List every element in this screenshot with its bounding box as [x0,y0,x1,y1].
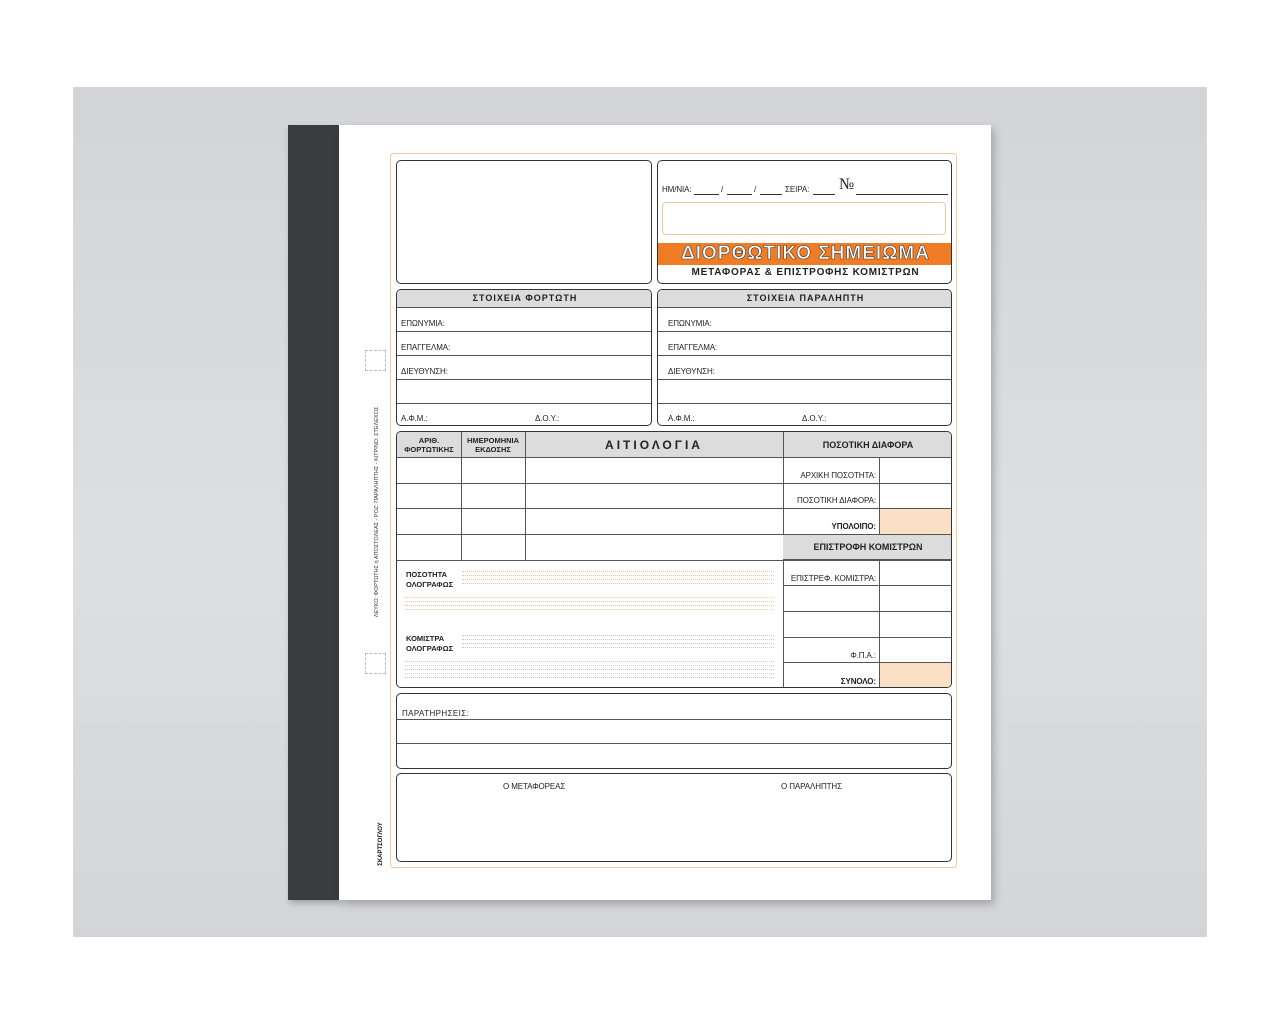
fares-line-1 [783,585,952,586]
series-line[interactable] [813,194,835,195]
qty-in-words-field-2[interactable] [405,595,774,613]
remarks-line-1 [397,719,952,720]
row-line-3 [397,534,783,535]
qty-in-words-field[interactable] [462,569,774,589]
qty-dot-2 [462,575,774,576]
series-label: ΣΕΙΡΑ: [785,185,810,194]
returned-fares-label: ΕΠΙΣΤΡΕΦ. ΚΟΜΙΣΤΡΑ: [790,574,876,583]
qty-in-words-line2: ΟΛΟΓΡΑΦΩΣ [406,580,454,589]
receiver-line-1 [658,331,952,332]
shipper-vat-label: Α.Φ.Μ.: [401,414,428,423]
remarks-box [396,693,952,769]
qty-dot-1 [462,571,774,572]
fares2-dot-1 [405,661,774,662]
qty-dot-4 [462,583,774,584]
col-header-waybill [397,436,461,454]
total-label: ΣΥΝΟΛΟ: [840,677,876,686]
qty2-dot-1 [405,597,774,598]
receiver-header: ΣΤΟΙΧΕΙΑ ΠΑΡΑΛΗΠΤΗ [658,290,952,308]
receiver-signature-label: Ο ΠΑΡΑΛΗΠΤΗΣ [781,782,842,791]
fares-in-words-field-2[interactable] [405,659,774,681]
fares2-dot-2 [405,665,774,666]
col-header-waybill-line1: ΑΡΙΘ. [418,436,440,445]
shipper-profession-label: ΕΠΑΓΓΕΛΜΑ: [401,343,451,352]
col-header-date-line2: ΕΚΔΟΣΗΣ [475,445,511,454]
row-line-1 [397,483,783,484]
receiver-line-4 [658,403,952,404]
vline-2 [525,432,526,560]
qty-dot-3 [462,579,774,580]
receiver-name-label: ΕΠΩΝΥΜΙΑ: [668,319,712,328]
receiver-vat-label: Α.Φ.Μ.: [668,414,695,423]
binding-mark-bottom [365,653,386,674]
receiver-line-2 [658,355,952,356]
fares-line-2 [783,611,952,612]
remainder-field[interactable] [880,509,952,534]
document-subtitle: ΜΕΤΑΦΟΡΑΣ & ΕΠΙΣΤΡΟΦΗΣ ΚΟΜΙΣΤΡΩΝ [691,267,920,278]
fares-dot-2 [462,639,774,640]
qty2-dot-3 [405,605,774,606]
col-header-reason: ΑΙΤΙΟΛΟΓΙΑ [605,438,703,452]
carrier-signature-label: Ο ΜΕΤΑΦΟΡΕΑΣ [503,782,566,791]
shipper-name-label: ΕΠΩΝΥΜΙΑ: [401,319,445,328]
header-box [657,160,952,284]
fares-in-words-line1: ΚΟΜΙΣΤΡΑ [406,634,445,643]
binding-mark-top [365,350,386,371]
remarks-label: ΠΑΡΑΤΗΡΗΣΕΙΣ: [402,709,470,718]
fares-in-words-label [406,634,453,654]
col-header-date-line1: ΗΜΕΡΟΜΗΝΙΑ [466,436,520,445]
date-sep-1: / [721,185,724,194]
col-header-qty-diff: ΠΟΣΟΤΙΚΗ ΔΙΑΦΟΡΑ [822,440,914,450]
shipper-box [396,289,652,426]
fares-dot-1 [462,635,774,636]
copies-note: ΛΕΥΚΟ: ΦΟΡΤΩΤΗΣ ή ΑΠΟΣΤΟΛΕΑΣ - ΡΟΖ: ΠΑΡΑΛΗΠΤΗΣ - ΚΙΤΡΙΝΟ: ΣΤΕΛΕΧΟΣ [374,406,380,618]
book-spine [288,125,339,900]
return-fares-header: ΕΠΙΣΤΡΟΦΗ ΚΟΜΙΣΤΡΩΝ [783,534,952,560]
date-sep-2: / [754,185,757,194]
initial-qty-label: ΑΡΧΙΚΗ ΠΟΣΟΤΗΤΑ: [800,471,876,480]
row-line-4 [397,560,952,561]
shipper-address-label: ΔΙΕΥΘΥΝΣΗ: [401,367,448,376]
fares-dot-4 [462,647,774,648]
date-day-line[interactable] [694,194,719,195]
shipper-tax-office-label: Δ.Ο.Υ.: [535,414,560,423]
qty2-dot-2 [405,601,774,602]
vline-1 [461,432,462,560]
fares-dot-3 [462,643,774,644]
number-line[interactable] [856,194,948,195]
qty-in-words-line1: ΠΟΣΟΤΗΤΑ [406,570,448,579]
date-month-line[interactable] [727,194,752,195]
col-header-waybill-line2: ΦΟΡΤΩΤΙΚΗΣ [404,445,454,454]
qty-diff-label: ΠΟΣΟΤΙΚΗ ΔΙΑΦΟΡΑ: [796,496,876,505]
row-line-2 [397,508,783,509]
fares2-dot-4 [405,673,774,674]
signatures-box [396,773,952,862]
shipper-line-1 [397,331,652,332]
vat-tax-label: Φ.Π.Α.: [850,651,876,660]
qty2-dot-4 [405,609,774,610]
fares2-dot-5 [405,677,774,678]
brand-logo: ΣΚΑΡΤΣΟΓΛΟΥ [378,822,384,866]
remarks-line-2 [397,743,952,744]
date-label: ΗΜ/ΝΙΑ: [662,185,692,194]
main-table [396,431,952,688]
receiver-tax-office-label: Δ.Ο.Υ.: [802,414,827,423]
receiver-address-label: ΔΙΕΥΘΥΝΣΗ: [668,367,715,376]
fares-in-words-field[interactable] [462,633,774,653]
total-field[interactable] [880,663,952,688]
number-sign: № [839,176,855,193]
remainder-label: ΥΠΟΛΟΙΠΟ: [831,522,876,531]
shipper-line-2 [397,355,652,356]
right-line-1 [783,483,952,484]
receiver-line-3 [658,379,952,380]
shipper-line-3 [397,379,652,380]
col-header-date [461,436,525,454]
logo-box[interactable] [396,160,652,284]
date-year-line[interactable] [760,194,782,195]
qty-in-words-label [406,570,453,590]
shipper-header: ΣΤΟΙΧΕΙΑ ΦΟΡΤΩΤΗ [397,290,652,308]
fares2-dot-3 [405,669,774,670]
receiver-profession-label: ΕΠΑΓΓΕΛΜΑ: [668,343,718,352]
shipper-line-4 [397,403,652,404]
document-title: ΔΙΟΡΘΩΤΙΚΟ ΣΗΜΕΙΩΜΑ [658,243,952,265]
number-field[interactable] [662,202,946,235]
fares-line-3 [783,637,952,638]
receiver-box [657,289,952,426]
fares-in-words-line2: ΟΛΟΓΡΑΦΩΣ [406,644,454,653]
